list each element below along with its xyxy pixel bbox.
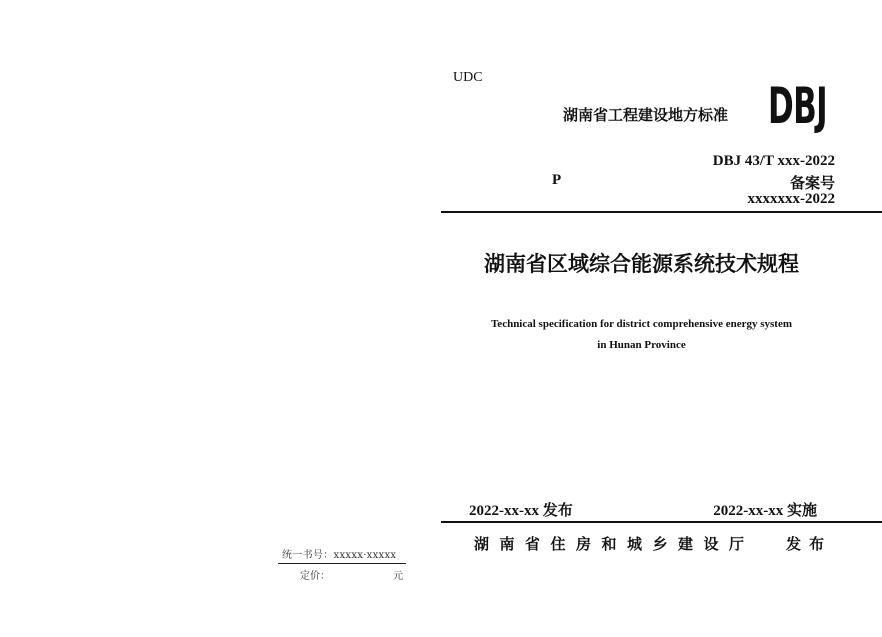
issue-label: 发布 — [786, 535, 833, 553]
price-label: 定价： — [300, 571, 330, 582]
standard-series: 湖南省工程建设地方标准 — [563, 106, 729, 124]
record-number: xxxxxxx-2022 — [747, 191, 835, 207]
price-unit: 元 — [393, 571, 403, 582]
bottom-divider — [441, 521, 882, 523]
category-mark: P — [552, 172, 562, 188]
dbj-logo: DBJ — [768, 77, 828, 135]
publish-date: 2022-xx-xx 发布 — [469, 503, 573, 519]
implement-date: 2022-xx-xx 实施 — [713, 503, 817, 519]
book-number: 统一书号：xxxxx·xxxxx — [282, 550, 397, 561]
udc-label: UDC — [453, 70, 483, 85]
document-title: 湖南省区域综合能源系统技术规程 — [484, 252, 799, 276]
english-title-line1: Technical specification for district comprehensive energy system — [490, 318, 793, 330]
standard-number: DBJ 43/T xxx-2022 — [712, 153, 835, 169]
issuing-authority: 湖南省住房和城乡建设厅 — [474, 535, 755, 553]
divider — [278, 563, 406, 564]
record-label: 备案号 — [789, 174, 835, 192]
english-title-line2: in Hunan Province — [597, 339, 686, 351]
top-divider — [441, 211, 882, 213]
